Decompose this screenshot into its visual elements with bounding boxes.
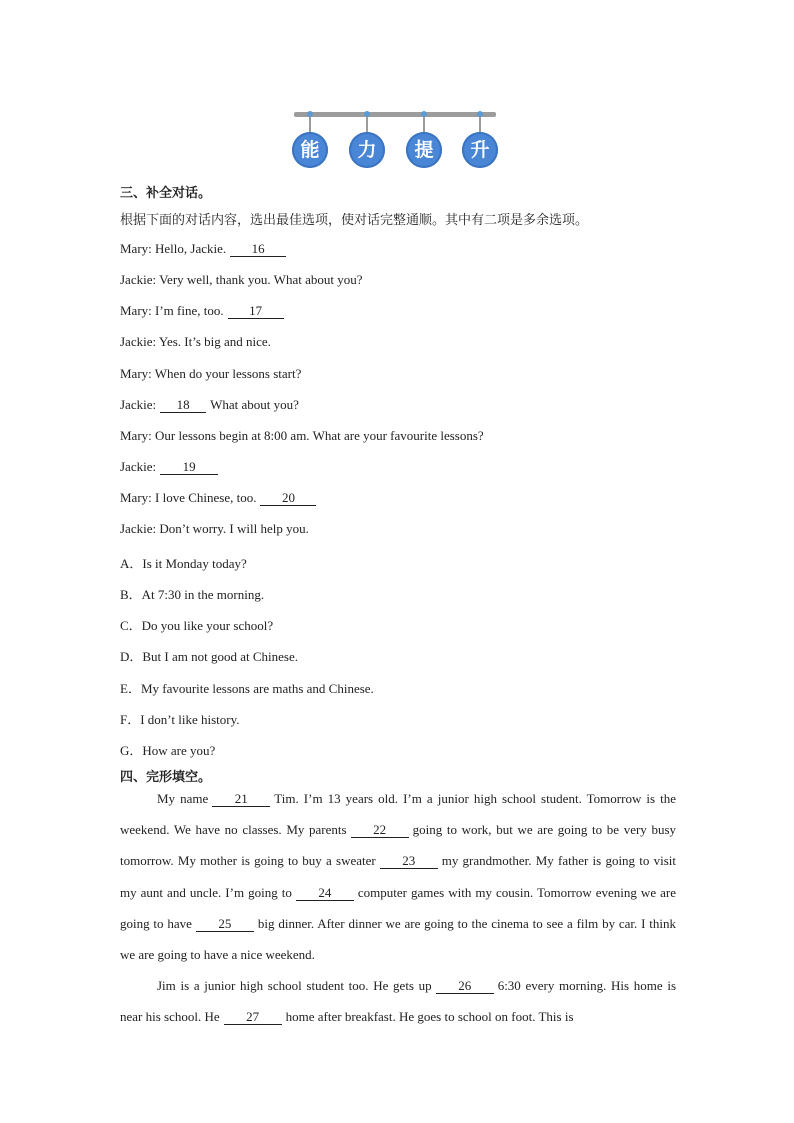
answer-blank[interactable]: 19 <box>160 460 218 475</box>
answer-blank[interactable]: 26 <box>436 979 494 994</box>
passage-paragraph: Jim is a junior high school student too. He gets up 26 6:30 every morning. His home is near his school. He 27 home after breakfast. He goes to school on foot. This is <box>120 978 676 1025</box>
answer-blank[interactable]: 20 <box>260 491 316 506</box>
banner-bar <box>294 112 496 117</box>
answer-blank[interactable]: 17 <box>228 304 284 319</box>
dialogue-line: Jackie: 19 <box>120 459 222 475</box>
option-item: D．But I am not good at Chinese. <box>120 649 299 664</box>
dialogue-line: Jackie: 18 What about you? <box>120 397 299 412</box>
answer-blank[interactable]: 22 <box>351 823 409 838</box>
dialogue-line: Jackie: Yes. It’s big and nice. <box>120 334 271 349</box>
banner-dot <box>421 111 427 117</box>
banner-char: 提 <box>406 132 442 168</box>
dialogue-line: Jackie: Very well, thank you. What about you? <box>120 272 363 287</box>
banner-dot <box>307 111 313 117</box>
option-item: A．Is it Monday today? <box>120 556 247 571</box>
answer-blank[interactable]: 16 <box>230 242 286 257</box>
answer-blank[interactable]: 23 <box>380 854 438 869</box>
option-item: G．How are you? <box>120 743 216 758</box>
answer-blank[interactable]: 24 <box>296 886 354 901</box>
option-item: C．Do you like your school? <box>120 618 274 633</box>
banner-char: 升 <box>462 132 498 168</box>
option-item: B．At 7:30 in the morning. <box>120 587 265 602</box>
dialogue-line: Mary: I love Chinese, too. 20 <box>120 490 320 506</box>
answer-blank[interactable]: 18 <box>160 398 206 413</box>
section3-heading: 三、补全对话。 <box>120 186 212 201</box>
option-item: E．My favourite lessons are maths and Chinese. <box>120 681 374 696</box>
dialogue-line: Mary: Hello, Jackie. 16 <box>120 241 290 257</box>
option-item: F．I don’t like history. <box>120 712 240 727</box>
answer-blank[interactable]: 27 <box>224 1010 282 1025</box>
dialogue-line: Mary: When do your lessons start? <box>120 366 302 381</box>
banner-char: 能 <box>292 132 328 168</box>
dialogue-line: Mary: Our lessons begin at 8:00 am. What are your favourite lessons? <box>120 428 484 443</box>
section-banner <box>292 108 502 170</box>
section3-instruction: 根据下面的对话内容，选出最佳选项，使对话完整通顺。其中有二项是多余选项。 <box>120 213 589 228</box>
answer-blank[interactable]: 21 <box>212 792 270 807</box>
banner-char: 力 <box>349 132 385 168</box>
section4-heading: 四、完形填空。 <box>120 770 212 785</box>
banner-dot <box>477 111 483 117</box>
banner-dot <box>364 111 370 117</box>
passage-paragraph: My name 21 Tim. I’m 13 years old. I’m a junior high school student. Tomorrow is the weekend. We have no classes. My parents 22 going to work, but we are going to be very busy tomorrow. My mother is going to buy a sweater 23 my grandmother. My father is going to visit my aunt and uncle. I’m going to 24 computer games with my cousin. Tomorrow evening we are going to have 25 big dinner. After dinner we are going to the cinema to see a film by car. I think we are going to have a nice weekend. <box>120 791 677 963</box>
answer-blank[interactable]: 25 <box>196 917 254 932</box>
dialogue-line: Mary: I’m fine, too. 17 <box>120 303 288 319</box>
dialogue-line: Jackie: Don’t worry. I will help you. <box>120 521 309 536</box>
